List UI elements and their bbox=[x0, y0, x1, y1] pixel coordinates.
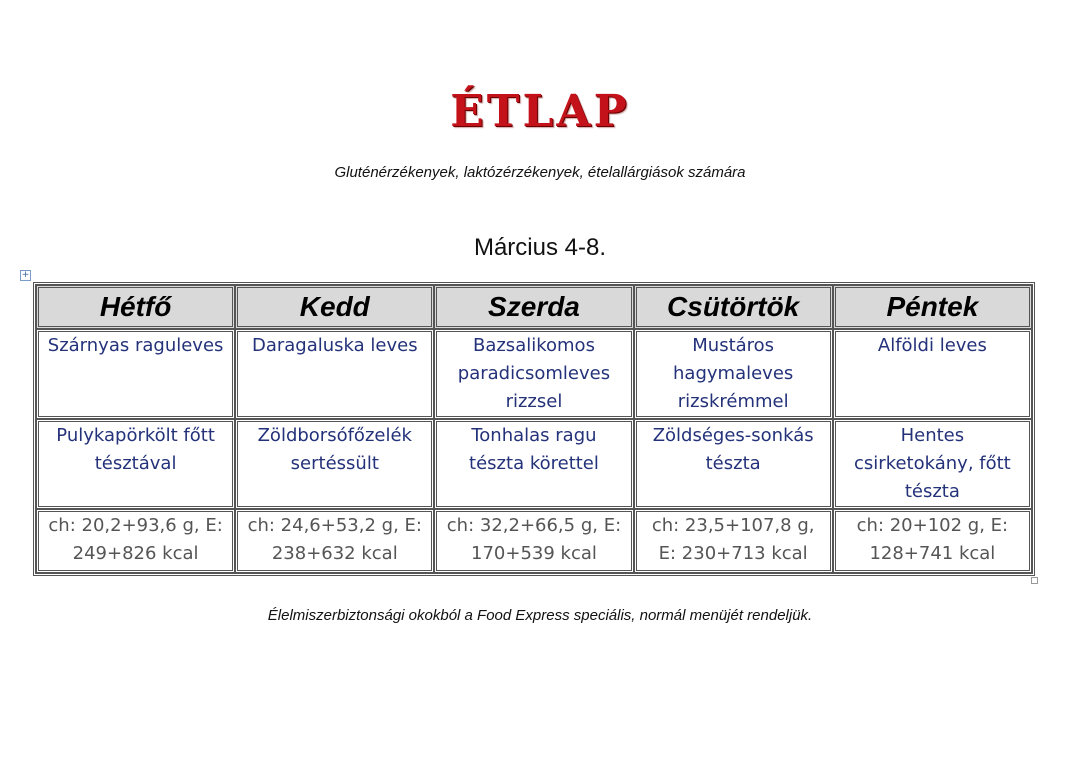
menu-table bbox=[33, 282, 1035, 576]
day-header-row bbox=[36, 285, 1032, 329]
day-header-tuesday: Kedd bbox=[235, 285, 434, 329]
main-course-cell: Tonhalas ragu tészta körettel bbox=[434, 419, 633, 509]
nutrition-cell: ch: 20+102 g, E: 128+741 kcal bbox=[833, 509, 1032, 573]
nutrition-cell: ch: 24,6+53,2 g, E: 238+632 kcal bbox=[235, 509, 434, 573]
main-course-row bbox=[36, 419, 1032, 509]
soup-cell: Szárnyas raguleves bbox=[36, 329, 235, 419]
main-course-cell: Pulykapörkölt főtt tésztával bbox=[36, 419, 235, 509]
main-course-cell: Hentes csirketokány, főtt tészta bbox=[833, 419, 1032, 509]
table-move-handle-icon[interactable]: + bbox=[21, 270, 30, 280]
nutrition-cell: ch: 23,5+107,8 g, E: 230+713 kcal bbox=[634, 509, 833, 573]
nutrition-row bbox=[36, 509, 1032, 573]
soup-cell: Bazsalikomos paradicsomleves rizzsel bbox=[434, 329, 633, 419]
date-range: Március 4-8. bbox=[473, 234, 607, 261]
day-header-wednesday: Szerda bbox=[434, 285, 633, 329]
subtitle: Gluténérzékenyek, laktózérzékenyek, ételallárgiások számára bbox=[334, 164, 746, 181]
main-course-cell: Zöldséges-sonkás tészta bbox=[634, 419, 833, 509]
day-header-thursday: Csütörtök bbox=[634, 285, 833, 329]
table-resize-handle[interactable] bbox=[1031, 577, 1038, 584]
soup-cell: Daragaluska leves bbox=[235, 329, 434, 419]
soup-cell: Mustáros hagymaleves rizskrémmel bbox=[634, 329, 833, 419]
day-header-friday: Péntek bbox=[833, 285, 1032, 329]
soup-cell: Alföldi leves bbox=[833, 329, 1032, 419]
nutrition-cell: ch: 20,2+93,6 g, E: 249+826 kcal bbox=[36, 509, 235, 573]
soup-row bbox=[36, 329, 1032, 419]
nutrition-cell: ch: 32,2+66,5 g, E: 170+539 kcal bbox=[434, 509, 633, 573]
page-title: ÉTLAP bbox=[450, 86, 630, 137]
main-course-cell: Zöldborsófőzelék sertéssült bbox=[235, 419, 434, 509]
footer-note: Élelmiszerbiztonsági okokból a Food Express speciális, normál menüjét rendeljük. bbox=[267, 607, 813, 624]
day-header-monday: Hétfő bbox=[36, 285, 235, 329]
